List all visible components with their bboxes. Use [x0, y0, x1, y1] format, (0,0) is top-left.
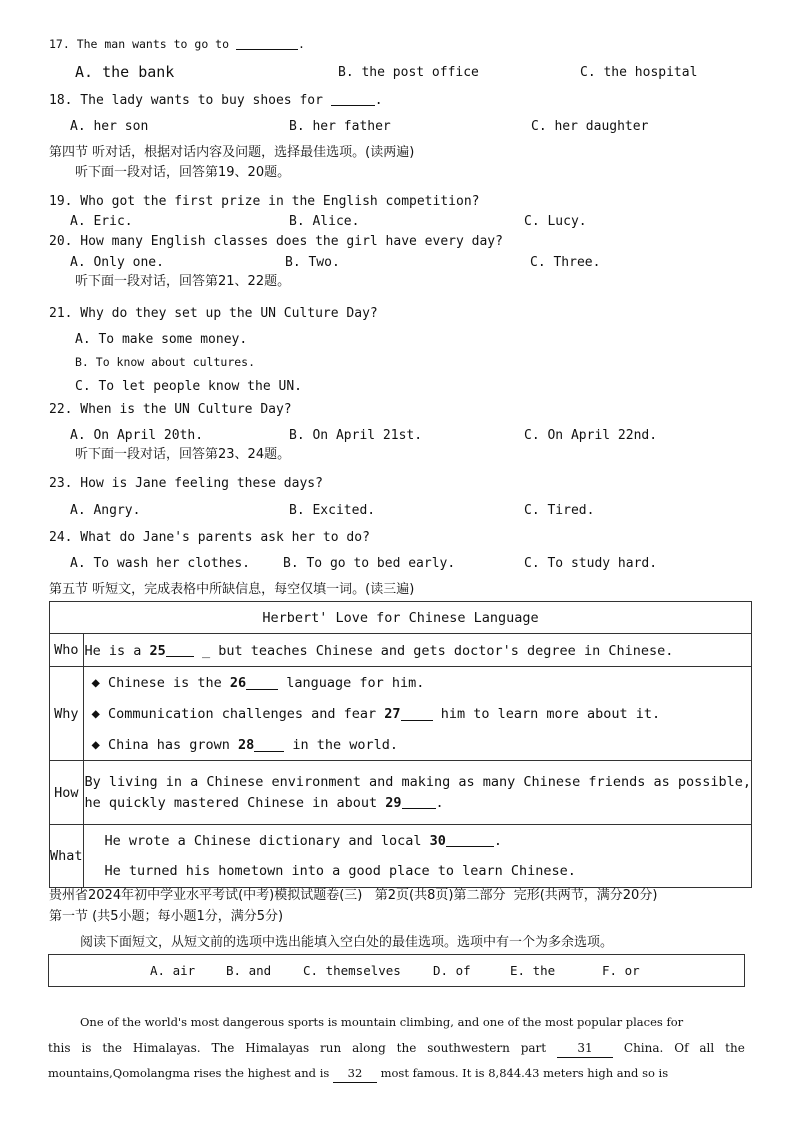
section4-hint-19-20: 听下面一段对话，回答第19、20题。	[75, 165, 291, 180]
q22-stem: 22. When is the UN Culture Day?	[49, 402, 292, 417]
part2-instruction: 阅读下面短文，从短文前的选项中选出能填入空白处的最佳选项。选项中有一个为多余选项。	[80, 935, 614, 950]
q21-stem: 21. Why do they set up the UN Culture Day?	[49, 306, 378, 321]
q23-option-a[interactable]: A. Angry.	[70, 503, 141, 518]
word-option-b[interactable]: B. and	[226, 963, 272, 978]
passage-word: along	[352, 1041, 386, 1055]
how2-pre: he quickly mastered Chinese in about	[84, 794, 386, 811]
why2-post: him to learn more about it.	[432, 705, 661, 722]
q24-stem: 24. What do Jane's parents ask her to do?	[49, 530, 370, 545]
q21-option-c[interactable]: C. To let people know the UN.	[75, 379, 302, 394]
blank-29-number: 29	[385, 794, 402, 811]
q19-stem: 19. Who got the first prize in the English competition?	[49, 194, 480, 209]
q22-option-a[interactable]: A. On April 20th.	[70, 428, 204, 443]
section4-hint-21-22: 听下面一段对话，回答第21、22题。	[75, 274, 291, 289]
why-item-1	[84, 667, 751, 698]
q21-option-b[interactable]: B. To know about cultures.	[75, 355, 256, 369]
q20-option-b[interactable]: B. Two.	[285, 255, 340, 270]
q17-option-a[interactable]: A. the bank	[75, 63, 175, 81]
passage-line-2	[48, 1039, 745, 1058]
q18-option-b[interactable]: B. her father	[289, 119, 391, 134]
diamond-bullet-icon: ◆	[91, 736, 100, 753]
passage-word: the	[396, 1041, 417, 1055]
q24-option-c[interactable]: C. To study hard.	[524, 556, 658, 571]
q22-option-c[interactable]: C. On April 22nd.	[524, 428, 658, 443]
q24-option-a[interactable]: A. To wash her clothes.	[70, 556, 251, 571]
diamond-bullet-icon: ◆	[91, 705, 100, 722]
passage-l3-end: most famous. It is 8,844.43 meters high and so is	[376, 1066, 669, 1080]
row-what-content	[83, 825, 751, 888]
word-option-c[interactable]: C. themselves	[303, 963, 401, 978]
what1-pre: He wrote a Chinese dictionary and local	[104, 833, 430, 849]
q18-blank[interactable]	[331, 91, 375, 106]
why1-pre: Chinese is the	[107, 674, 230, 691]
passage-word: all	[699, 1041, 715, 1055]
q17-option-b[interactable]: B. the post office	[338, 65, 479, 80]
row-label-why: Why	[50, 667, 84, 761]
q19-option-b[interactable]: B. Alice.	[289, 214, 360, 229]
word-options-box	[48, 954, 745, 987]
blank-25-number: 25	[149, 642, 166, 659]
why-item-2	[84, 698, 751, 729]
q20-stem: 20. How many English classes does the girl have every day?	[49, 234, 503, 249]
what-line-1	[105, 826, 751, 856]
passage-word: Of	[674, 1041, 689, 1055]
info-table	[49, 601, 752, 888]
blank-25[interactable]	[166, 642, 194, 657]
blank-28-number: 28	[238, 736, 255, 753]
passage-word: this	[48, 1041, 71, 1055]
q23-option-b[interactable]: B. Excited.	[289, 503, 376, 518]
how2-post: .	[435, 794, 444, 811]
q23-stem: 23. How is Jane feeling these days?	[49, 476, 323, 491]
blank-30-number: 30	[429, 833, 446, 849]
q24-option-b[interactable]: B. To go to bed early.	[283, 556, 456, 571]
passage-word: Himalayas.	[132, 1041, 201, 1055]
why-item-3	[84, 729, 751, 760]
blank-27[interactable]	[401, 706, 433, 721]
row-who-content	[83, 634, 751, 667]
q18-option-c[interactable]: C. her daughter	[531, 119, 649, 134]
row-label-how: How	[50, 761, 84, 825]
q17-stem-text: 17. The man wants to go to	[49, 37, 236, 51]
blank-32[interactable]: 32	[333, 1064, 377, 1083]
q21-option-a[interactable]: A. To make some money.	[75, 332, 248, 347]
passage-word: the	[102, 1041, 122, 1055]
q23-option-c[interactable]: C. Tired.	[524, 503, 595, 518]
who-pre: He is a	[84, 642, 150, 659]
row-label-who: Who	[50, 634, 84, 667]
blank-31[interactable]: 31	[557, 1039, 613, 1058]
q20-option-a[interactable]: A. Only one.	[70, 255, 164, 270]
page-footer: 贵州省2024年初中学业水平考试(中考)模拟试题卷(三) 第2页(共8页)第二部分 完形(共两节，满分20分)	[49, 888, 658, 903]
passage-word: China.	[623, 1041, 664, 1055]
passage-l3-start: mountains,Qomolangma rises the highest and is	[48, 1066, 333, 1080]
word-option-f[interactable]: F. or	[602, 963, 640, 978]
row-why-content	[83, 667, 751, 761]
passage-word: the	[725, 1041, 745, 1055]
q19-option-a[interactable]: A. Eric.	[70, 214, 133, 229]
passage-word: run	[320, 1041, 342, 1055]
why3-pre: China has grown	[107, 736, 238, 753]
why3-post: in the world.	[284, 736, 399, 753]
table-title: Herbert' Love for Chinese Language	[50, 602, 752, 634]
section4-title: 第四节 听对话，根据对话内容及问题，选择最佳选项。(读两遍)	[49, 145, 415, 160]
q18-stem	[49, 91, 383, 110]
q20-option-c[interactable]: C. Three.	[530, 255, 601, 270]
q17-end: .	[297, 37, 305, 51]
blank-30[interactable]	[446, 832, 494, 847]
blank-27-number: 27	[384, 705, 401, 722]
q17-option-c[interactable]: C. the hospital	[580, 65, 698, 80]
row-how-content	[83, 761, 751, 825]
passage-word: southwestern	[427, 1041, 510, 1055]
part2-section1-title: 第一节 (共5小题；每小题1分，满分5分)	[49, 909, 284, 924]
word-option-e[interactable]: E. the	[510, 963, 556, 978]
q18-stem-text: 18. The lady wants to buy shoes for	[49, 93, 331, 108]
what1-post: .	[493, 833, 503, 849]
row-label-what: What	[50, 825, 84, 888]
q17-blank[interactable]	[236, 35, 298, 50]
section5-title: 第五节 听短文，完成表格中所缺信息，每空仅填一词。(读三遍)	[49, 582, 415, 597]
section4-hint-23-24: 听下面一段对话，回答第23、24题。	[75, 447, 291, 462]
blank-28[interactable]	[254, 737, 284, 752]
why1-post: language for him.	[278, 674, 425, 691]
q17-stem	[49, 35, 305, 53]
passage-word: is	[81, 1041, 92, 1055]
word-option-a[interactable]: A. air	[150, 963, 196, 978]
passage-word: part	[520, 1041, 547, 1055]
q19-option-c[interactable]: C. Lucy.	[524, 214, 587, 229]
how-line-1: By living in a Chinese environment and making as many Chinese friends as possible,	[84, 773, 751, 790]
why2-pre: Communication challenges and fear	[107, 705, 385, 722]
who-post: _ but teaches Chinese and gets doctor's degree in Chinese.	[193, 642, 674, 659]
what-line-2: He turned his hometown into a good place to learn Chinese.	[104, 863, 576, 879]
q22-option-b[interactable]: B. On April 21st.	[289, 428, 423, 443]
passage-line-3	[48, 1064, 668, 1083]
diamond-bullet-icon: ◆	[91, 674, 100, 691]
passage-line-1: One of the world's most dangerous sports is mountain climbing, and one of the most popular places for	[80, 1015, 684, 1029]
q18-end: .	[374, 93, 383, 108]
blank-26-number: 26	[229, 674, 247, 691]
how-line-2	[85, 793, 751, 814]
word-option-d[interactable]: D. of	[433, 963, 471, 978]
passage-word: Himalayas	[245, 1041, 310, 1055]
passage-word: The	[211, 1041, 235, 1055]
blank-29[interactable]	[402, 794, 436, 809]
blank-26[interactable]	[246, 675, 278, 690]
q18-option-a[interactable]: A. her son	[70, 119, 149, 134]
